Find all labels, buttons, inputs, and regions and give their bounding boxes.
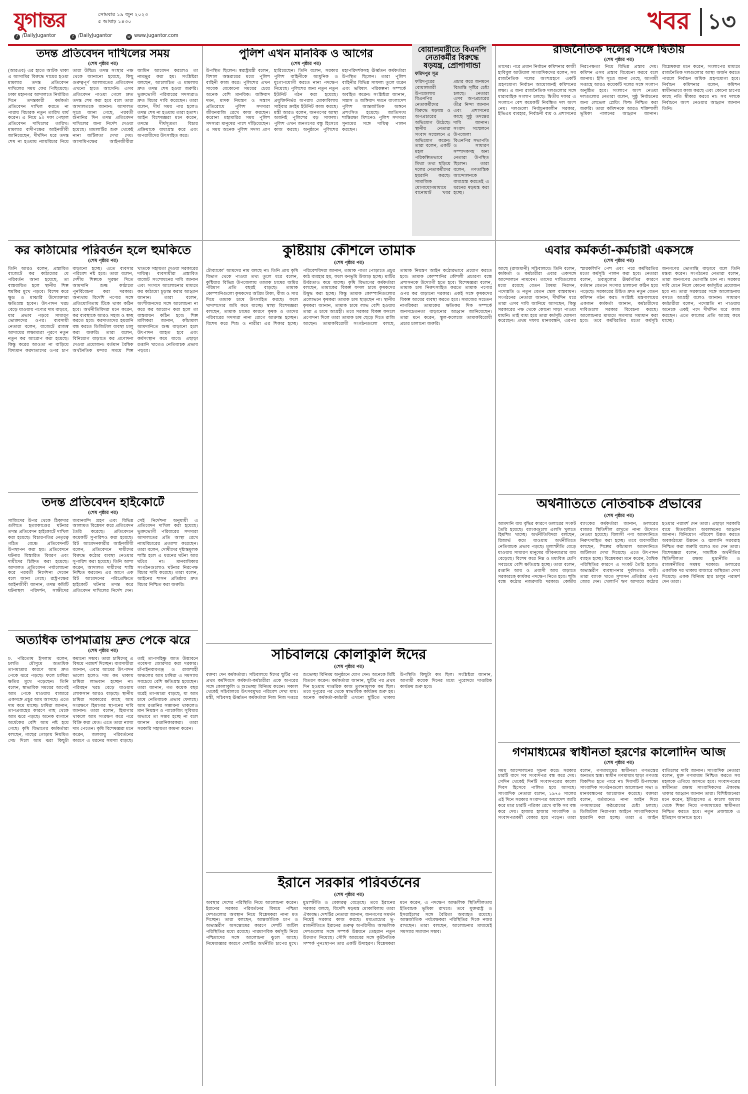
article-10-title[interactable]: অত্যধিক তাপমাত্রায় দ্রুত পেকে ঝরে [15, 634, 191, 647]
divider [206, 643, 492, 644]
article-9-byline: (শেষ পৃষ্ঠার পর) [603, 514, 635, 520]
article-11 [206, 648, 492, 870]
social-links [14, 34, 178, 40]
article-3 [412, 44, 492, 236]
article-7-body: আছে (রাজধানী) সচিবালয়ে। তিনি বলেন, কর্মকর্তা ও কর্মচারীরা এবার একসঙ্গে আন্দোলনে নামবেন। তাদের দাবিগুলোর মধ্যে রয়েছে বেতন বৈষম্য নিরসন, পদোন্নতি ও নতুন বেতন স্কেল বাস্তবায়ন। সংগঠনের নেতারা জানান, দীর্ঘদিন ধরে তারা এসব দাবি জানিয়ে আসছেন, কিন্তু সরকারের পক্ষ থেকে কোনো সাড়া পাওয়া যায়নি। তাই বাধ্য হয়ে তারা কর্মসূচি ঘোষণা করেছেন। প্রথম দফায় মানববন্ধন, এরপর স্মারকলিপি পেশ এবং পরে কর্মবিরতির মতো কর্মসূচি পালন করা হবে। নেতারা বলেন, দ্রব্যমূল্যের ঊর্ধ্বগতির কারণে বর্তমান বেতনে সংসার চালানো কঠিন হয়ে পড়েছে। সরকারের উচিত দ্রুত নতুন বেতন কমিশন গঠন করা। সংশ্লিষ্ট মন্ত্রণালয়ের একজন কর্মকর্তা জানান, কর্মচারীদের দাবিগুলো সরকার বিবেচনা করছে। আলোচনার মাধ্যমে সমস্যার সমাধান করা হবে। তবে কর্মবিরতির মতো কর্মসূচি জনগণের ভোগান্তি বাড়াবে বলে তিনি মন্তব্য করেন। সংগঠনের নেতারা বলেন, তারা জনগণের ভোগান্তি চান না। সরকার দাবি মেনে নিলে কোনো কর্মসূচির প্রয়োজন হবে না। তারা সরকারের সঙ্গে আলোচনায় বসতে আগ্রহী বলেও জানান। সাধারণ কর্মচারীরা বলেন, পদোন্নতি না পাওয়ায় অনেকে একই পদে দীর্ঘদিন ধরে কাজ করছেন। এতে কাজের প্রতি আগ্রহ কমে যাচ্ছে। [498, 266, 740, 325]
article-11-byline: (শেষ পৃষ্ঠার পর) [333, 665, 365, 671]
article-4 [498, 44, 740, 236]
article-6 [206, 244, 492, 640]
article-13-body: সময় আন্দোলনের সূচনা করে। সরকার চারটি বাদে সব সংবাদপত্র বন্ধ করে দেয়। সেদিন থেকেই দিনটি সংবাদপত্রের কালো দিবস হিসেবে পালিত হয়ে আসছে। সাংবাদিক নেতারা বলেন, ১৯৭৫ সালের এই দিনে সরকার সংবাদপত্র অধ্যাদেশ জারি করে মাত্র চারটি পত্রিকা রেখে বাকি সব বন্ধ করে দেয়। হাজার হাজার সাংবাদিক ও সংবাদপত্রকর্মী বেকার হয়ে পড়েন। তারা বলেন, গণমাধ্যমের স্বাধীনতা গণতন্ত্রের অন্যতম স্তম্ভ। স্বাধীন গণমাধ্যম ছাড়া গণতন্ত্র বিকশিত হতে পারে না। দিবসটি উপলক্ষ্যে সাংবাদিক সংগঠনগুলো আলোচনা সভা ও মানববন্ধনের আয়োজন করেছে। বক্তারা বলেন, বর্তমানেও নানা আইন দিয়ে গণমাধ্যমের কণ্ঠরোধের চেষ্টা চলছে। ডিজিটাল নিরাপত্তা আইনে সাংবাদিকদের হয়রানি করা হচ্ছে। তারা এ আইন বাতিলের দাবি জানান। সাংবাদিক নেতারা বলেন, মুক্ত গণমাধ্যম নিশ্চিত করতে সব মহলকে এগিয়ে আসতে হবে। সংবাদপত্রের স্বাধীনতা রক্ষায় সাংবাদিকদের ঐক্যবদ্ধ থাকার আহ্বান জানান তারা। বিশিষ্টজনেরা মনে করেন, ইতিহাসের এ কালো অধ্যায় থেকে শিক্ষা নিয়ে গণমাধ্যমের স্বাধীনতা নিশ্চিত করতে হবে। নতুন প্রজন্মকে এ ইতিহাস জানাতে হবে। [498, 768, 740, 821]
article-3-title[interactable]: বোয়ালমারীতে বিএনপি নেতাকর্মীর বিরুদ্ধে ষড়যন্ত্র, প্রোপাগান্ডা [417, 45, 487, 71]
article-12 [206, 876, 492, 1086]
article-6-byline: (শেষ পৃষ্ঠার পর) [333, 261, 365, 267]
article-2-title[interactable]: পুলিশ এখন মানবিক ও আগের [238, 48, 374, 60]
article-10-body: ঢ. পরিতোষ ইসলাম বলেন, চলতি মৌসুমে অত্যধিক তাপমাত্রার কারণে আম দ্রুত পেকে ঝরে পড়ছে। ফলে চাষিরা ক্ষতির মুখে পড়েছেন। তিনি বলেন, স্বাভাবিক সময়ের আগেই আম পেকে যাওয়ায় বাজারে একসঙ্গে প্রচুর আম আসছে। এতে দাম কমে যাচ্ছে। চাষিরা জানান, তাপপ্রবাহের কারণে গাছ থেকে আম ঝরে পড়ছে। অনেক বাগানে অর্ধেকের বেশি আম নষ্ট হয়ে গেছে। কৃষি বিভাগের কর্মকর্তারা বলছেন, গাছের গোড়ায় নিয়মিত সেচ দিলে আম ঝরা কিছুটা কমানো সম্ভব। তারা চাষিদের এ বিষয়ে পরামর্শ দিচ্ছেন। ব্যবসায়ীরা জানান, এবার আমের উৎপাদন ভালো হলেও দাম কম থাকায় চাষিরা লাভবান হচ্ছেন না। পরিবহন খরচ বেড়ে যাওয়ায় লোকসান আরও বাড়ছে। স্থানীয় চাষিরা সরকারের কাছে আম সংরক্ষণে হিমাগার স্থাপনের দাবি জানান। তারা বলেন, হিমাগার থাকলে আম সংরক্ষণ করে পরে বিক্রি করা যেত। এতে তারা ন্যায্য দাম পেতেন। কৃষি বিশেষজ্ঞরা মনে করেন, জলবায়ু পরিবর্তনের কারণে এ ধরনের সমস্যা বাড়ছে। তাই তাপসহিষ্ণু জাত উদ্ভাবনে গবেষণা জোরদার করা দরকার। চাঁপাইনবাবগঞ্জ ও রাজশাহী অঞ্চলের আম চাষিরা এ সমস্যায় সবচেয়ে বেশি ক্ষতিগ্রস্ত হয়েছেন। তারা জানান, গত কয়েক বছর ধরেই তাপমাত্রা বাড়ছে, যা আম চাষে নেতিবাচক প্রভাব ফেলছে। আম রপ্তানির সম্ভাবনা থাকলেও মান নিয়ন্ত্রণ ও প্যাকেজিং সুবিধার অভাবে তা সম্ভব হচ্ছে না বলে জানান রপ্তানিকারকরা। তারা সরকারি সহায়তা কামনা করেন। [8, 656, 198, 744]
facebook-icon: f [14, 34, 20, 40]
article-1-byline: (শেষ পৃষ্ঠার পর) [87, 62, 119, 68]
article-12-title[interactable]: ইরানে সরকার পরিবর্তনের [277, 876, 421, 891]
masthead [8, 6, 740, 46]
article-11-title[interactable]: সচিবালয়ে কোলাকুলি ঈদের [271, 648, 427, 663]
article-6-body: টোব্যাকো' আমদের নাম বলছে না। তিনি প্রায় কৃষি বিভাগ থেকে পাওয়া তথ্য তুলে ধরে বলেন, কুষ্টিয়ার বিভিন্ন উপজেলায় তামাক চাষের জমির পরিমাণ প্রতি বছরই বাড়ছে। তামাক কোম্পানিগুলো কৃষকদের অগ্রিম টাকা, বীজ ও সার দিয়ে তামাক চাষে উৎসাহিত করছে। ফলে খাদ্যশস্যের জমি কমে যাচ্ছে। স্বাস্থ্য বিশেষজ্ঞরা বলছেন, তামাক চাষের কারণে কৃষক ও তাদের পরিবারের সদস্যরা নানা রোগে আক্রান্ত হচ্ছেন। বিশেষ করে শিশু ও নারীরা এর শিকার হচ্ছে। পরিবেশবিদরা জানান, তামাক পাতা পোড়াতে প্রচুর কাঠ ব্যবহার হয়, ফলে বনভূমি উজাড় হচ্ছে। মাটির উর্বরতাও কমে যাচ্ছে। কৃষি বিভাগের কর্মকর্তারা বলছেন, তামাকের বিকল্প ফসল চাষে কৃষকদের উদ্বুদ্ধ করা হচ্ছে। কিন্তু তামাক কোম্পানিগুলোর প্রলোভনে কৃষকরা তামাক চাষ ছাড়ছেন না। স্থানীয় কৃষকরা জানান, তামাক চাষে লাভ বেশি হওয়ায় তারা এ চাষে আগ্রহী। তবে সরকার বিকল্প ফসলে প্রণোদনা দিলে তারা তামাক চাষ ছেড়ে দিতে রাজি আছেন। তামাকবিরোধী সংগঠনগুলো বলছে, তামাক নিয়ন্ত্রণ আইন কঠোরভাবে প্রয়োগ করতে হবে। তামাক কোম্পানির কৌশলী প্রচারণা বন্ধে প্রশাসনকে উদ্যোগী হতে হবে। বিশেষজ্ঞরা বলেন, তামাক চাষ নিরুৎসাহিত করতে তামাক পণ্যের ওপর কর বাড়ানো দরকার। একই সঙ্গে কৃষকদের বিকল্প আয়ের ব্যবস্থা করতে হবে। সমাজের সচেতন নাগরিকরা তামাকের ক্ষতিকর দিক সম্পর্কে জনসচেতনতা বাড়ানোর আহ্বান জানিয়েছেন। তারা মনে করেন, স্কুল-কলেজে তামাকবিরোধী প্রচার চালানো জরুরি। [206, 268, 492, 327]
article-7-byline: (শেষ পৃষ্ঠার পর) [603, 259, 635, 265]
divider [498, 742, 740, 743]
website-link[interactable]: w www.jugantor.com [127, 34, 179, 40]
bangla-date: ৫ আষাঢ় ১৪৩০ [98, 18, 132, 25]
newspaper-logo[interactable]: যুগান্তর [14, 8, 66, 32]
article-12-body: অবস্থার দেশের পরিস্থিতি নিয়ে আলোচনা করেন। ইরানের সরকার পরিবর্তনের বিষয়ে পশ্চিমা দেশগুলোর অবস্থান নিয়ে বিশ্লেষকরা নানা মত দিচ্ছেন। তারা বলছেন, আন্তর্জাতিক চাপ ও অভ্যন্তরীণ অসন্তোষের কারণে দেশটি জটিল পরিস্থিতির মধ্যে রয়েছে। পারমাণবিক কর্মসূচি নিয়ে পশ্চিমাদের সঙ্গে আলোচনা ঝুলে আছে। নিষেধাজ্ঞার কারণে দেশটির অর্থনীতি চাপের মুখে। মুদ্রাস্ফীতি ও বেকারত্ব বেড়েছে। তবে ইরানের সরকার বলছে, বিদেশি ষড়যন্ত্র মোকাবিলায় তারা ঐক্যবদ্ধ। দেশটির নেতারা জানান, জনগণের সমর্থন নিয়েই সরকার কাজ করছে। মধ্যপ্রাচ্যের ভূ-রাজনীতিতে ইরানের গুরুত্ব অপরিসীম। আঞ্চলিক দেশগুলোর সঙ্গে সম্পর্ক উন্নয়নে তেহরান নতুন উদ্যোগ নিয়েছে। সৌদি আরবের সঙ্গে কূটনৈতিক সম্পর্ক পুনঃস্থাপন তার একটি উদাহরণ। বিশ্লেষকরা মনে করেন, এ পদক্ষেপ আঞ্চলিক স্থিতিশীলতায় ইতিবাচক ভূমিকা রাখবে। তবে যুক্তরাষ্ট্র ও ইসরাইলের সঙ্গে বৈরিতা অব্যাহত রয়েছে। আন্তর্জাতিক পর্যবেক্ষকরা পরিস্থিতির দিকে নজর রাখছেন। তারা বলছেন, আলোচনার মাধ্যমেই সমস্যার সমাধান সম্ভব। [206, 900, 492, 947]
article-2 [206, 48, 406, 236]
divider [8, 240, 740, 241]
facebook-link[interactable]: f /DailyJugantor [14, 34, 56, 40]
article-5-body: তিনি আরও বলেন, প্রস্তাবিত বাজেটে কর কাঠামোর যে পরিবর্তন আনা হয়েছে, তা বাস্তবায়িত হলে স্থানীয় শিল্প হুমকির মুখে পড়বে। বিশেষ করে ক্ষুদ্র ও মাঝারি উদ্যোক্তারা ক্ষতিগ্রস্ত হবেন। উৎপাদন খরচ বেড়ে যাওয়ায় পণ্যের দাম বাড়বে, যার প্রভাব পড়বে সাধারণ ভোক্তাদের ওপর। ব্যবসায়ী নেতারা বলেন, বাজেটে রাজস্ব আদায়ের লক্ষ্যমাত্রা পূরণে নতুন নতুন কর আরোপ করা হয়েছে। কিন্তু করের আওতা না বাড়িয়ে বিদ্যমান করদাতাদের ওপর চাপ বাড়ানো হচ্ছে। এতে ব্যবসার পরিবেশ নষ্ট হবে। তারা বলেন, দেশীয় শিল্পকে সুরক্ষা দিতে আমদানি শুল্ক কাঠামো পুনর্বিবেচনা করা দরকার। অন্যথায় বিদেশি পণ্যের সঙ্গে প্রতিযোগিতায় টিকে থাকা কঠিন হবে। অর্থনীতিবিদরা মনে করেন, কর ব্যবস্থাকে আরও সহজ ও স্বচ্ছ করতে হবে। করদাতাদের হয়রানি বন্ধ করতে ডিজিটাল ব্যবস্থা চালু করা জরুরি। তারা বলেন, বিনিয়োগ বাড়াতে কর প্রণোদনা দেওয়া প্রয়োজন। বর্তমান বৈশ্বিক অর্থনৈতিক মন্দার সময়ে শিল্প খাতকে সহায়তা দেওয়া সরকারের দায়িত্ব। ব্যবসায়ীরা প্রস্তাবিত বাজেট সংশোধনের দাবি জানান এবং সংসদে আলোচনার মাধ্যমে কর কাঠামো চূড়ান্ত করার আহ্বান জানান। তারা বলেন, অংশীজনদের সঙ্গে আলোচনা না করে কর আরোপ করা হলে তা বাস্তবায়ন কঠিন হবে। শিল্প মালিকরা জানান, কাঁচামাল আমদানিতে শুল্ক বাড়ানো হলে উৎপাদন ব্যাহত হবে এবং কর্মসংস্থান কমে যাবে। এছাড়া রপ্তানি খাতেও নেতিবাচক প্রভাব পড়বে। [8, 266, 198, 354]
twitter-link[interactable]: t /DailyJugantor [70, 34, 112, 40]
article-8-title[interactable]: তদন্ত প্রতিবেদন হাইকোর্টে [41, 496, 165, 509]
article-9 [498, 498, 740, 738]
article-6-title[interactable]: কুষ্টিয়ায় কৌশলে তামাক [282, 244, 416, 259]
article-3-byline: ফরিদপুর সূত্র [415, 72, 439, 78]
divider [8, 630, 198, 631]
article-8-body: সাজিদের উপর থেকে ঠিকাদার গুলিতে হত্যাকাণ্ডের ঘটনার তদন্ত প্রতিবেদন হাইকোর্টে দাখিল করা হয়েছে। বিচারপতির নেতৃত্বে গঠিত বেঞ্চে প্রতিবেদনটি উপস্থাপন করা হয়। প্রতিবেদনে ঘটনার বিস্তারিত বিবরণ এবং দায়ীদের চিহ্নিত করা হয়েছে। আদালত প্রতিবেদন পর্যালোচনা করে পরবর্তী নির্দেশনা দেবেন বলে জানা গেছে। রাষ্ট্রপক্ষের আইনজীবী জানান, তদন্ত কমিটি ঘটনাস্থল পরিদর্শন, সাক্ষীদের জবানবন্দি গ্রহণ এবং বিভিন্ন আলামত বিশ্লেষণ করে প্রতিবেদন তৈরি করেছে। প্রতিবেদনে কয়েকটি সুপারিশও করা হয়েছে। রিট আবেদনকারীর আইনজীবী বলেন, প্রতিবেদনে দায়ীদের বিরুদ্ধে কঠোর ব্যবস্থা নেওয়ার সুপারিশ করা হয়েছে। তিনি আশা করেন, আদালত দায়ীদের শাস্তি নিশ্চিত করবেন। এর আগে এক রিট আবেদনের পরিপ্রেক্ষিতে হাইকোর্ট ঘটনার তদন্ত করে প্রতিবেদন দাখিলের নির্দেশ দেন। সেই নির্দেশনা অনুযায়ী এ প্রতিবেদন দাখিল করা হয়েছে। ভুক্তভোগী পরিবারের সদস্যরা আদালতের প্রতি আস্থা রেখে ন্যায়বিচারের প্রত্যাশা করেছেন। তারা বলেন, দোষীদের দৃষ্টান্তমূলক শাস্তি হলে এ ধরনের ঘটনা আর ঘটবে না। মানবাধিকার সংগঠনগুলোও ঘটনার নিরপেক্ষ বিচার দাবি করেছে। তারা বলেন, আইনের শাসন প্রতিষ্ঠায় দ্রুত বিচার নিশ্চিত করা জরুরি। [8, 518, 198, 595]
article-10-byline: (শেষ পৃষ্ঠার পর) [87, 649, 119, 655]
article-1 [8, 48, 198, 236]
article-4-byline: (শেষ পৃষ্ঠার পর) [603, 58, 635, 64]
article-5 [8, 244, 198, 488]
article-8 [8, 496, 198, 626]
article-5-title[interactable]: কর কাঠামোর পরিবর্তন হলে হুমকিতে [14, 244, 192, 257]
article-11-body: বক্তব্য দেন কর্মকর্তারা। সচিবালয়ে ঈদের ছুটির পর প্রথম কর্মদিবসে কর্মকর্তা-কর্মচারীরা একে অপরের সঙ্গে কোলাকুলি ও শুভেচ্ছা বিনিময় করেন। সকাল থেকেই সচিবালয়ে উৎসবমুখর পরিবেশ দেখা যায়। মন্ত্রী, সচিবসহ ঊর্ধ্বতন কর্মকর্তারা নিজ নিজ দপ্তরে শুভেচ্ছা বিনিময় অনুষ্ঠানে যোগ দেন। অনেকে মিষ্টি বিতরণ করেন। কর্মকর্তারা জানান, ছুটির পর প্রথম দিন হওয়ায় দাপ্তরিক কাজ তুলনামূলক কম ছিল। তবে দুপুরের পর থেকে স্বাভাবিক কার্যক্রম শুরু হয়। অনেক কর্মকর্তা-কর্মচারী এখনো ছুটিতে থাকায় উপস্থিতি কিছুটা কম ছিল। সংশ্লিষ্টরা জানান, আগামী কয়েক দিনের মধ্যে পুরোদমে দাপ্তরিক কার্যক্রম শুরু হবে। [206, 672, 492, 702]
column-separator [495, 46, 496, 1086]
article-2-body: উপস্থিত ছিলেন। স্বরাষ্ট্রমন্ত্রী বলেন, বিশাল অন্তরায়ের মধ্যে পুলিশ বাহিনী কাজ করে। পুলিশের এখন সাবেক যেকোনো সময়ের চেয়ে অনেক বেশি মানবিক। জঙ্গিবাদ দমন, মাদক নিয়ন্ত্রণ ও সন্ত্রাস প্রতিরোধে পুলিশ সদস্যরা জীবনবাজি রেখে কাজ করছেন। করোনা মহামারির সময় পুলিশ সদস্যরা মানুষের পাশে দাঁড়িয়েছেন। এ সময় অনেক পুলিশ সদস্য প্রাণ হারিয়েছেন। তিনি বলেন, সরকার পুলিশ বাহিনীকে আধুনিক ও যুগোপযোগী করতে নানা পদক্ষেপ নিয়েছে। পুলিশের জন্য নতুন নতুন ইউনিট গঠন করা হয়েছে। প্রযুক্তিনির্ভর অপরাধ মোকাবিলায় সাইবার ক্রাইম ইউনিট কাজ করছে। মন্ত্রী আরও বলেন, জনগণের আস্থা অর্জনই পুলিশের বড় সাফল্য। পুলিশ এখন জনগণের বন্ধু হিসেবে কাজ করছে। অনুষ্ঠানে পুলিশের মহাপরিদর্শকসহ ঊর্ধ্বতন কর্মকর্তারা উপস্থিত ছিলেন। তারা পুলিশ বাহিনীর বিভিন্ন সাফল্য তুলে ধরেন এবং ভবিষ্যৎ পরিকল্পনা সম্পর্কে অবহিত করেন। সংশ্লিষ্টরা জানান, সন্ত্রাস ও জঙ্গিবাদ দমনে বাংলাদেশ পুলিশ আন্তর্জাতিক অঙ্গনে প্রশংসিত হয়েছে। জাতিসংঘ শান্তিরক্ষা মিশনেও পুলিশ সদস্যরা সুনামের সঙ্গে দায়িত্ব পালন করছেন। [206, 69, 406, 134]
article-12-byline: (শেষ পৃষ্ঠার পর) [333, 893, 365, 899]
day-date: সোমবার ১৯ জুন ২০২৩ [98, 12, 149, 18]
article-2-byline: (শেষ পৃষ্ঠার পর) [290, 62, 322, 68]
article-13-byline: (শেষ পৃষ্ঠার পর) [603, 761, 635, 767]
article-4-body: তাদের। পরে প্রধান নির্বাচন কমিশনার কাজী হাবিবুল আউয়াল সাংবাদিকদের বলেন, সব রাজনৈতিক দলের অংশগ্রহণে একটি গ্রহণযোগ্য নির্বাচন আয়োজনই কমিশনের লক্ষ্য। এ জন্য রাজনৈতিক দলগুলোর সঙ্গে ধারাবাহিক সংলাপ চলছে। দ্বিতীয় দফার এ সংলাপে বেশ কয়েকটি নিবন্ধিত দল অংশ নেয়। দলগুলো নির্বাচনকালীন সরকার, ইভিএম ব্যবহার, নির্বাচনী ব্যয় ও প্রশাসনের নিরপেক্ষতা নিয়ে বিভিন্ন প্রস্তাব দেয়। কমিশন এসব প্রস্তাব বিবেচনা করবে বলে জানায়। ইসি সূত্রে জানা গেছে, আগামী সপ্তাহে আরও কয়েকটি দলের সঙ্গে সংলাপ অনুষ্ঠিত হবে। সংলাপে অংশ নেওয়া দলগুলোর নেতারা বলেন, সুষ্ঠু নির্বাচনের জন্য লেভেল প্লেয়িং ফিল্ড নিশ্চিত করা জরুরি। তারা কমিশনকে আরও শক্তিশালী ভূমিকা পালনের আহ্বান জানান। বিশ্লেষকরা মনে করেন, সংলাপের মাধ্যমে রাজনৈতিক দলগুলোর আস্থা অর্জন করতে পারলে নির্বাচন অধিক গ্রহণযোগ্য হবে। নির্বাচন কমিশনার বলেন, কমিশন স্বাধীনভাবে কাজ করছে এবং কোনো চাপের কাছে নতি স্বীকার করবে না। সব দলকে নির্বাচনে অংশ নেওয়ার আহ্বান জানান তিনি। [498, 65, 740, 118]
article-1-title[interactable]: তদন্ত প্রতিবেদন দাখিলের সময় [36, 48, 170, 60]
article-5-byline: (শেষ পৃষ্ঠার পর) [87, 259, 119, 265]
article-1-body: (আরএব) এর হাতে আটক থাকা এ আসামির বিরুদ্ধে দায়ের হওয়া মামলার তদন্ত প্রতিবেদন দাখিলের সময় ফের পিছিয়েছে। ঢাকা মহানগর আদালতে নির্ধারিত দিনে তদন্তকারী কর্মকর্তা প্রতিবেদন দাখিল করতে না পারায় বিচারক নতুন তারিখ ধার্য করেন। এ নিয়ে ৯০ দফা পেছাল প্রতিবেদন দাখিলের তারিখ। মামলার বাদীপক্ষের আইনজীবী জানিয়েছেন, দীর্ঘদিন ধরে তদন্ত শেষ না হওয়ায় ন্যায়বিচার নিয়ে তারা উদ্বিগ্ন। তদন্ত সংস্থার পক্ষ থেকে জানানো হয়েছে, কিছু গুরুত্বপূর্ণ আলামতের প্রতিবেদন এখনো হাতে আসেনি। এসব প্রতিবেদন পাওয়া গেলে দ্রুত তদন্ত শেষ করা হবে বলে তারা আদালতকে জানান। আদালত সূত্রে জানা গেছে, পরবর্তী শুনানির দিন তদন্ত প্রতিবেদন দাখিলের জন্য নির্দেশ দেওয়া হয়েছে। মামলাটির শুরু থেকেই নানা জটিলতা দেখা দেয়। আসামিপক্ষের আইনজীবীরা জামিন আবেদন করলেও তা নামঞ্জুর করা হয়। সংশ্লিষ্টরা বলছেন, আলোচিত এ মামলায় দ্রুত তদন্ত শেষ হওয়া জরুরি। ভুক্তভোগী পরিবারের সদস্যরাও দ্রুত বিচার দাবি করেছেন। তারা বলেন, দীর্ঘ সময় পার হলেও তদন্ত শেষ না হওয়ায় তারা হতাশ। আইন বিশেষজ্ঞরা মনে করেন, তদন্তে দীর্ঘসূত্রতা বিচার প্রক্রিয়াকে বাধাগ্রস্ত করে এবং অপরাধীদের উৎসাহিত করে। [8, 69, 198, 145]
article-9-title[interactable]: অর্থনীতিতে নেতিবাচক প্রভাবের [536, 498, 702, 512]
twitter-icon: t [70, 34, 76, 40]
divider [206, 872, 492, 873]
section-name: খবর [647, 6, 690, 35]
column-separator [202, 46, 203, 1086]
dateline [98, 12, 148, 26]
article-13 [498, 746, 740, 1086]
article-10 [8, 634, 198, 1086]
divider [498, 494, 740, 495]
divider [8, 492, 198, 493]
article-8-byline: (শেষ পৃষ্ঠার পর) [87, 511, 119, 517]
article-7 [498, 244, 740, 490]
page-number: ১৩ [700, 8, 736, 36]
globe-icon: w [127, 34, 131, 40]
article-3-body: ফরিদপুরের বোয়ালমারী উপজেলায় বিএনপির নেতাকর্মীদের বিরুদ্ধে ষড়যন্ত্র ও অপপ্রচারের অভিযোগ উঠেছে। স্থানীয় নেতারা সংবাদ সম্মেলনে এ অভিযোগ করেন। তারা বলেন, একটি মহল পরিকল্পিতভাবে মিথ্যা তথ্য ছড়িয়ে দলের নেতাকর্মীদের হয়রানি করছে। সামাজিক যোগাযোগমাধ্যমে বানোয়াট খবর প্রচার করে জনমনে বিভ্রান্তি সৃষ্টির চেষ্টা চলছে। নেতারা এসব অপপ্রচারের তীব্র নিন্দা জানান এবং প্রশাসনের কাছে সুষ্ঠু তদন্তের দাবি জানান। সংবাদ সম্মেলনে উপজেলা বিএনপির সভাপতি ও সাধারণ সম্পাদকসহ অন্য নেতারা উপস্থিত ছিলেন। তারা বলেন, গণতান্ত্রিক আন্দোলনকে বাধাগ্রস্ত করতেই এ ধরনের ষড়যন্ত্র করা হচ্ছে। [415, 79, 489, 197]
article-9-body: আমদানি ব্যয় বৃদ্ধির কারণে ডলারের সংকট তৈরি হয়েছে। ব্যাংকগুলো এলসি খুলতে হিমশিম খাচ্ছে। অর্থনীতিবিদরা বলছেন, রিজার্ভ কমে যাওয়ায় অর্থনীতিতে নেতিবাচক প্রভাব পড়ছে। মূল্যস্ফীতি বেড়ে যাওয়ায় সাধারণ মানুষের জীবনযাত্রার ব্যয় বেড়েছে। বিশেষ করে নিম্ন ও মধ্যবিত্ত শ্রেণি সবচেয়ে বেশি ক্ষতিগ্রস্ত হচ্ছে। তারা বলেন, রপ্তানি আয় ও প্রবাসী আয় বাড়াতে সরকারকে কার্যকর পদক্ষেপ নিতে হবে। হুন্ডি বন্ধে কঠোর নজরদারি দরকার। কেন্দ্রীয় ব্যাংকের কর্মকর্তারা জানান, ডলারের বাজার স্থিতিশীল রাখতে নানা উদ্যোগ নেওয়া হয়েছে। বিলাসী পণ্য আমদানিতে নিরুৎসাহিত করা হচ্ছে। তবে ব্যবসায়ীরা বলছেন, শিল্পের কাঁচামাল আমদানিতে জটিলতা দেখা দিয়েছে। এতে উৎপাদন ব্যাহত হচ্ছে। বিশ্লেষকরা মনে করেন, বৈশ্বিক পরিস্থিতির কারণে এ সংকট তৈরি হলেও অভ্যন্তরীণ ব্যবস্থাপনার দুর্বলতাও দায়ী। তারা ব্যাংক খাতে সুশাসন প্রতিষ্ঠার ওপর জোর দেন। খেলাপি ঋণ আদায়ে কঠোর হওয়ার পরামর্শ দেন তারা। এছাড়া সরকারি ব্যয়ে মিতব্যয়িতা অবলম্বনের আহ্বান জানান। বিনিয়োগ পরিবেশ উন্নত করতে অবকাঠামো উন্নয়ন ও জ্বালানি সরবরাহ নিশ্চিত করা জরুরি বলেও মত দেন তারা। বিশেষজ্ঞরা বলেন, সামষ্টিক অর্থনীতির স্থিতিশীলতা রক্ষায় মুদ্রানীতি ও রাজস্বনীতির সমন্বয় দরকার। ডলারের একাধিক দর থাকায় বাজারে অস্থিরতা দেখা দিয়েছে। একক বিনিময় হার চালুর পরামর্শ দেন তারা। [498, 521, 740, 586]
article-7-title[interactable]: এবার কর্মকর্তা-কর্মচারী একসঙ্গে [544, 244, 694, 257]
article-4-title[interactable]: রাজনৈতিক দলের সঙ্গে দ্বিতীয় [553, 44, 685, 56]
article-13-title[interactable]: গণমাধ্যমের স্বাধীনতা হরণের কালোদিন আজ [512, 746, 726, 759]
